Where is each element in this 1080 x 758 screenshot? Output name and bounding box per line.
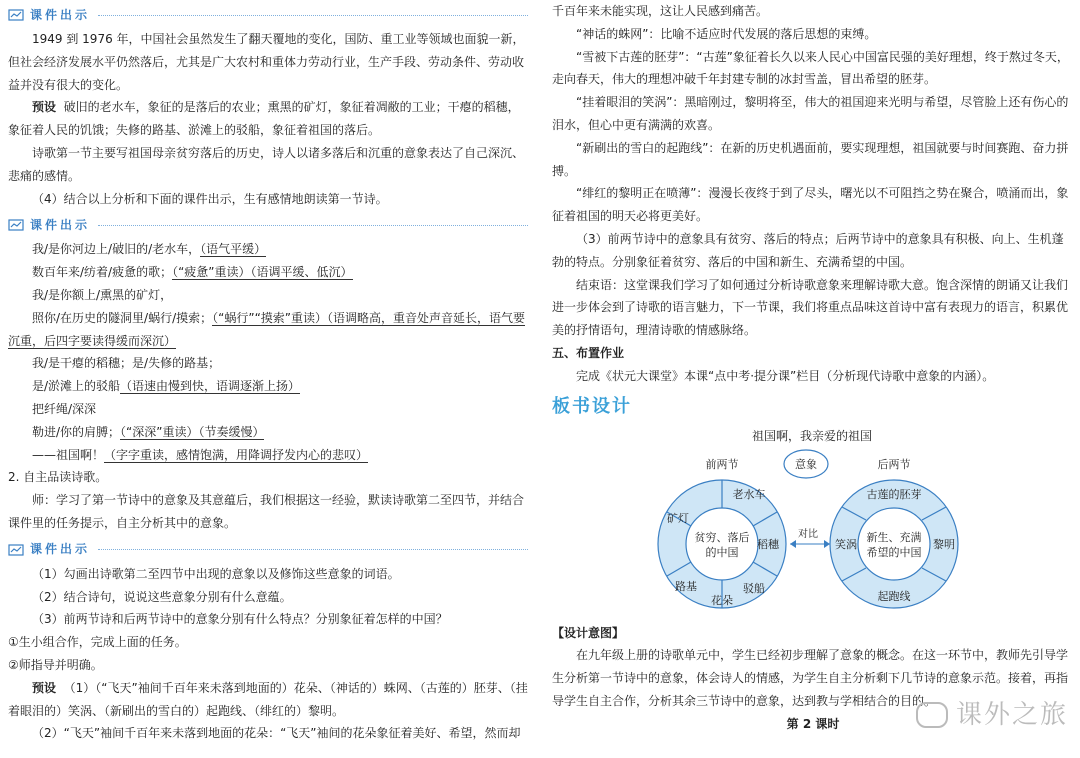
paragraph: （4）结合以上分析和下面的课件出示，生有感情地朗读第一节诗。 — [32, 191, 388, 206]
left-item: 老水车 — [732, 487, 766, 501]
paragraph: “神话的蛛网”：比喻不适应时代发展的落后思想的束缚。 — [576, 26, 877, 41]
left-ring — [658, 480, 786, 608]
step-1: ①生小组合作，完成上面的任务。 — [8, 635, 187, 650]
paragraph: “雪被下古莲的胚芽”：“古莲”象征着长久以来人民心中国富民强的美好理想，终于熬过冬天，走向春天，伟大的理想冲破千年封建专制的冰封雪盖，冒出希望的胚芽。 — [552, 49, 1069, 87]
item-2: 2. 自主品读诗歌。 — [8, 470, 108, 485]
step-2: ②师指导并明确。 — [8, 657, 103, 672]
right-item: 黎明 — [933, 537, 955, 551]
lesson-2-heading: 第 2 课时 — [786, 716, 840, 731]
paragraph: “挂着眼泪的笑涡”：黑暗刚过，黎明将至，伟大的祖国迎来光明与希望，尽管脸上还有伤心的泪水，但心中更有满满的欢喜。 — [552, 95, 1069, 132]
left-item: 矿灯 — [667, 511, 689, 525]
poem-text: 我/是你额上/熏黑的矿灯， — [32, 287, 173, 302]
courseware-icon — [8, 219, 24, 231]
poem-text: ——祖国啊！ — [32, 447, 105, 462]
svg-text:意象: 意象 — [795, 457, 817, 471]
right-group-label: 后两节 — [877, 457, 911, 471]
reading-note: （字字重读，感情饱满，用降调抒发内心的悲叹） — [104, 447, 369, 462]
courseware-header-3: 课件出示 — [8, 539, 528, 561]
paragraph: 诗歌第一节主要写祖国母亲贫穷落后的历史，诗人以诸多落后和沉重的意象表达了自己深沉、悲痛的感情。 — [8, 145, 525, 183]
preset-label: 预设 — [32, 680, 57, 695]
task-3: （3）前两节诗和后两节诗中的意象分别有什么特点？分别象征着怎样的中国？ — [32, 612, 448, 627]
watermark: 课外之旅 — [916, 691, 1068, 740]
paragraph: （2）“飞天”袖间千百年来未落到地面的花朵：“飞天”袖间的花朵象征着美好、希望，然而却 — [32, 726, 521, 741]
poem-text: 照你/在历史的隧洞里/蜗行/摸索； — [32, 310, 213, 325]
courseware-icon — [8, 9, 24, 21]
poem-text: 我/是你河边上/破旧的/老水车， — [32, 242, 201, 257]
courseware-header-1: 课件出示 — [8, 4, 528, 26]
poem-reading-guide — [8, 238, 528, 466]
design-intent-label: 【设计意图】 — [552, 625, 625, 640]
homework-text: 完成《状元大课堂》本课“点中考·提分课”栏目（分析现代诗歌中意象的内涵）。 — [576, 368, 995, 383]
left-item: 稻穗 — [757, 537, 779, 551]
right-column — [552, 0, 1074, 736]
right-ring — [830, 480, 958, 608]
paragraph: 千百年来未能实现，这让人民感到痛苦。 — [552, 4, 769, 18]
poem-text: 勒进/你的肩膊； — [32, 424, 121, 439]
reading-note: （“疲惫”重读）（语调平缓、低沉） — [172, 265, 353, 280]
design-intent-text: 在九年级上册的诗歌单元中，学生已经初步理解了意象的概念。在这一环节中，教师先引导学生分析第一节诗中的意象，体会诗人的情感，为学生自主分析剩下几节诗的意象示范。接着，再指导学生自主合作，分析其余三节诗中的意象，达到教与学相结合的目的。 — [552, 648, 1069, 708]
right-item: 笑涡 — [835, 537, 857, 551]
poem-line — [8, 284, 528, 307]
reading-note: （“蜗行”“摸索”重读）（语调略高，重音处声音延长，语气要沉重，后四字要读得缓而深沉） — [8, 310, 526, 348]
paragraph: “绯红的黎明正在喷薄”：漫漫长夜终于到了尽头，曙光以不可阻挡之势在聚合，喷涌而出，象征着祖国的明天必将更美好。 — [552, 186, 1069, 224]
poem-line — [8, 307, 528, 353]
compare-arrow — [790, 527, 830, 548]
right-item: 古莲的胚芽 — [866, 487, 922, 501]
task-2: （2）结合诗句，说说这些意象分别有什么意蕴。 — [32, 589, 292, 604]
left-column: 课件出示 1949 到 1976 年，中国社会虽然发生了翻天覆地的变化，国防、重工业等领域也面貌一新，但社会经济发展水平仍然落后，尤其是广大农村和重体力劳动行业，生产手段、劳动条件、劳动收益并没有很大的变化。 预设 破旧的老水车，象征的是落后的农业；熏黑的矿灯，象征着凋敝的工业；干瘪的稻穗，象征着人民的饥饿；失修的路基、淤滩上的驳船，象征着祖国的落后。 诗歌第一节主要写祖国母亲贫穷落后的历史，诗人以诸多落后和沉重的意象表达了自己深沉、悲痛的感情。 （4）结合以上分析和下面的课件出示，生有感情地朗读第一节诗。 课件出示 我/是你河边上/破旧的/老水车，（语气平缓） 数百年来/纺着/疲惫的歌；（“疲惫”重读）（语调平缓、低沉） 我/是你额上/熏黑的矿灯， 照你/在历史的隧洞里/蜗行/摸索；（“蜗行”“摸索”重读）（语调略高，重音处声音延长，语气要沉重，后四字要读得缓而深沉） 我/是干瘪的稻穗；是/失修的路基； 是/淤滩上的驳船（语速由慢到快，语调逐渐上扬） 把纤绳/深深 勒进/你的肩膊；（“深深”重读）（节奏缓慢） ——祖国啊！（字字重读，感情饱满，用降调抒发内心的悲叹） 2. 自主品读诗歌。 师：学习了第一节诗中的意象及其意蕴后，我们根据这一经验，默读诗歌第二至四节，并结合课件里的任务提示，自主分析其中的意象。 课件出示 （1）勾画出诗歌第二至四节中出现的意象以及修饰这些意象的词语。 （2）结合诗句，说说这些意象分别有什么意蕴。 （3）前两节诗和后两节诗中的意象分别有什么特点？分别象征着怎样的中国？ ①生小组合作，完成上面的任务。 ②师指导并明确。 预设 （1）（“飞天”袖间千百年来未落到地面的）花朵、（神话的）蛛网、（古莲的）胚芽、（挂着眼泪的）笑涡、（新刷出的雪白的）起跑线、（绯红的）黎明。 （2）“飞天”袖间千百年来未落到地面的花朵：“飞天”袖间的花朵象征着美好、希望，然而却 — [8, 0, 528, 745]
diagram-title: 祖国啊，我亲爱的祖国 — [751, 428, 873, 443]
right-center-line2: 希望的中国 — [866, 545, 922, 559]
watermark-icon — [916, 702, 948, 728]
poem-text: 我/是干瘪的稻穗；是/失修的路基； — [32, 356, 221, 371]
courseware-icon — [8, 544, 24, 556]
reading-note: （语气平缓） — [200, 242, 267, 257]
left-item: 花朵 — [711, 593, 733, 607]
paragraph: （3）前两节诗中的意象具有贫穷、落后的特点；后两节诗中的意象具有积极、向上、生机蓬勃的特点。分别象征着贫穷、落后的中国和新生、充满希望的中国。 — [552, 231, 1064, 269]
left-center-line1: 贫穷、落后 — [694, 530, 750, 544]
imagery-bubble — [784, 450, 828, 478]
right-center-line1: 新生、充满 — [866, 530, 922, 544]
left-item: 路基 — [675, 579, 697, 593]
paragraph: 师：学习了第一节诗中的意象及其意蕴后，我们根据这一经验，默读诗歌第二至四节，并结合课件里的任务提示，自主分析其中的意象。 — [8, 493, 525, 530]
poem-line — [8, 398, 528, 421]
reading-note: （语速由慢到快，语调逐渐上扬） — [120, 379, 301, 394]
paragraph: “新刷出的雪白的起跑线”：在新的历史机遇面前，要实现理想，祖国就要与时间赛跑、奋力拼搏。 — [552, 140, 1069, 178]
poem-text: 是/淤滩上的驳船 — [32, 379, 121, 394]
section-homework: 五、布置作业 — [552, 345, 625, 360]
preset-label: 预设 — [32, 100, 57, 115]
left-item: 驳船 — [743, 581, 765, 595]
poem-text: 数百年来/纺着/疲惫的歌； — [32, 265, 173, 280]
board-design-diagram — [552, 424, 1074, 614]
left-group-label: 前两节 — [705, 457, 739, 471]
board-design-heading: 板书设计 — [552, 395, 632, 417]
right-item: 起跑线 — [877, 589, 911, 603]
poem-line — [8, 352, 528, 375]
poem-text: 把纤绳/深深 — [32, 401, 97, 416]
preset-text: 破旧的老水车，象征的是落后的农业；熏黑的矿灯，象征着凋敝的工业；干瘪的稻穗，象征着人民的饥饿；失修的路基、淤滩上的驳船，象征着祖国的落后。 — [8, 100, 520, 138]
reading-note: （“深深”重读）（节奏缓慢） — [120, 424, 265, 439]
poem-line — [8, 375, 528, 398]
poem-line — [8, 444, 528, 467]
paragraph: 1949 到 1976 年，中国社会虽然发生了翻天覆地的变化，国防、重工业等领域也面貌一新，但社会经济发展水平仍然落后，尤其是广大农村和重体力劳动行业，生产手段、劳动条件、劳动收益并没有很大的变化。 — [8, 32, 525, 92]
poem-line — [8, 421, 528, 444]
svg-text:对比: 对比 — [798, 528, 818, 540]
poem-line — [8, 261, 528, 284]
courseware-header-2: 课件出示 — [8, 214, 528, 236]
closing-remarks: 结束语：这堂课我们学习了如何通过分析诗歌意象来理解诗歌大意。饱含深情的朗诵又让我们进一步体会到了诗歌的语言魅力，下一节课，我们将重点品味这首诗中富有表现力的语言，积累优美的抒情语句，理清诗歌的情感脉络。 — [552, 277, 1069, 338]
task-1: （1）勾画出诗歌第二至四节中出现的意象以及修饰这些意象的词语。 — [32, 566, 400, 581]
poem-line — [8, 238, 528, 261]
left-center-line2: 的中国 — [705, 545, 739, 559]
